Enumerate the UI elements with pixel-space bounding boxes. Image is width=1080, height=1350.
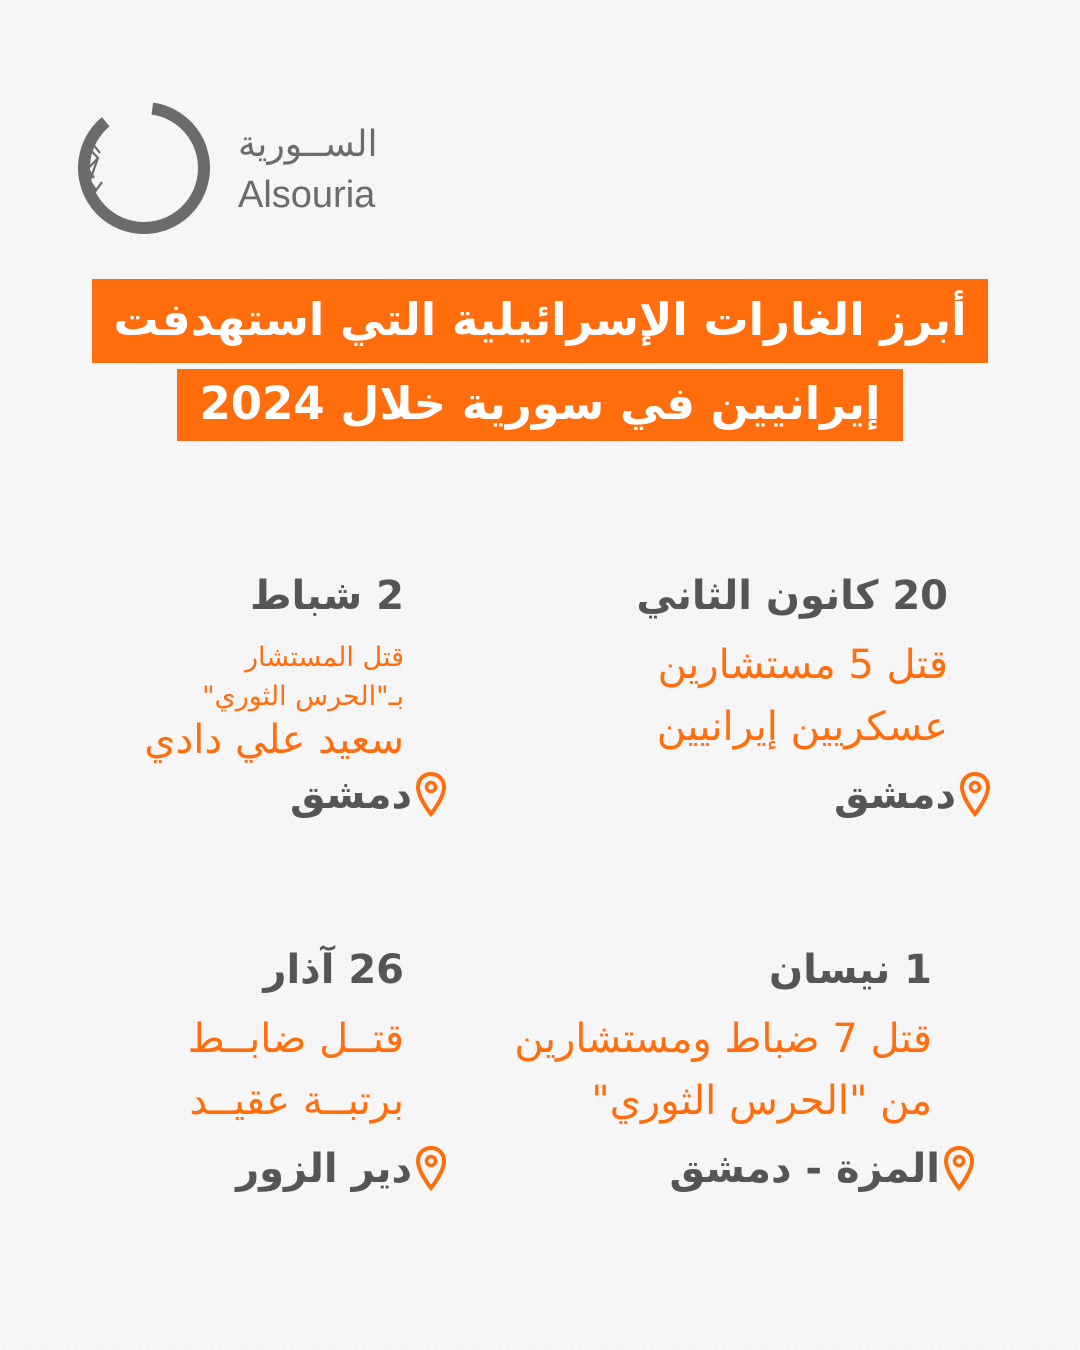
location-pin-icon [416,772,446,818]
event-desc-line-2: من "الحرس الثوري" [591,1078,932,1124]
location-pin-icon [416,1146,446,1192]
event-location-text: دمشق [289,772,412,818]
event-card-feb [84,573,412,826]
event-date: 2 شباط [250,573,404,619]
location-pin-icon [960,772,990,818]
brand-name-arabic: الســورية [238,124,378,165]
event-location-text: المزة - دمشق [669,1146,940,1192]
title-line-2: إيرانيين في سورية خلال 2024 [177,369,903,441]
event-desc-line-2: بـ"الحرس الثوري" [202,681,404,713]
event-date: 20 كانون الثاني [636,573,948,619]
alsouria-ring-logo-icon [74,98,214,238]
event-card-jan [528,573,956,826]
event-date: 1 نيسان [769,947,932,993]
event-location [236,1146,446,1192]
event-location [669,1146,974,1192]
event-location [834,772,990,818]
brand-name-english: Alsouria [238,174,376,216]
brand-logo [74,98,404,238]
event-desc-line-2: عسكريين إيرانيين [656,704,948,750]
event-card-apr [472,947,940,1200]
event-desc-line-1: قتل المستشار [244,642,404,673]
event-location [290,772,446,818]
event-desc-line-1: قتــل ضابــط [187,1016,404,1062]
event-desc-line-2: برتبــة عقيــد [189,1078,404,1124]
event-location-text: دمشق [833,772,956,818]
event-desc-name: سعيد علي دادي [144,717,404,764]
event-date: 26 آذار [263,947,404,993]
event-desc-line-1: قتل 7 ضباط ومستشارين [514,1016,932,1062]
event-location-text: دير الزور [236,1146,412,1192]
event-desc-line-1: قتل 5 مستشارين [657,642,948,688]
title-line-1: أبرز الغارات الإسرائيلية التي استهدفت [92,279,988,363]
location-pin-icon [944,1146,974,1192]
event-card-mar [84,947,412,1200]
